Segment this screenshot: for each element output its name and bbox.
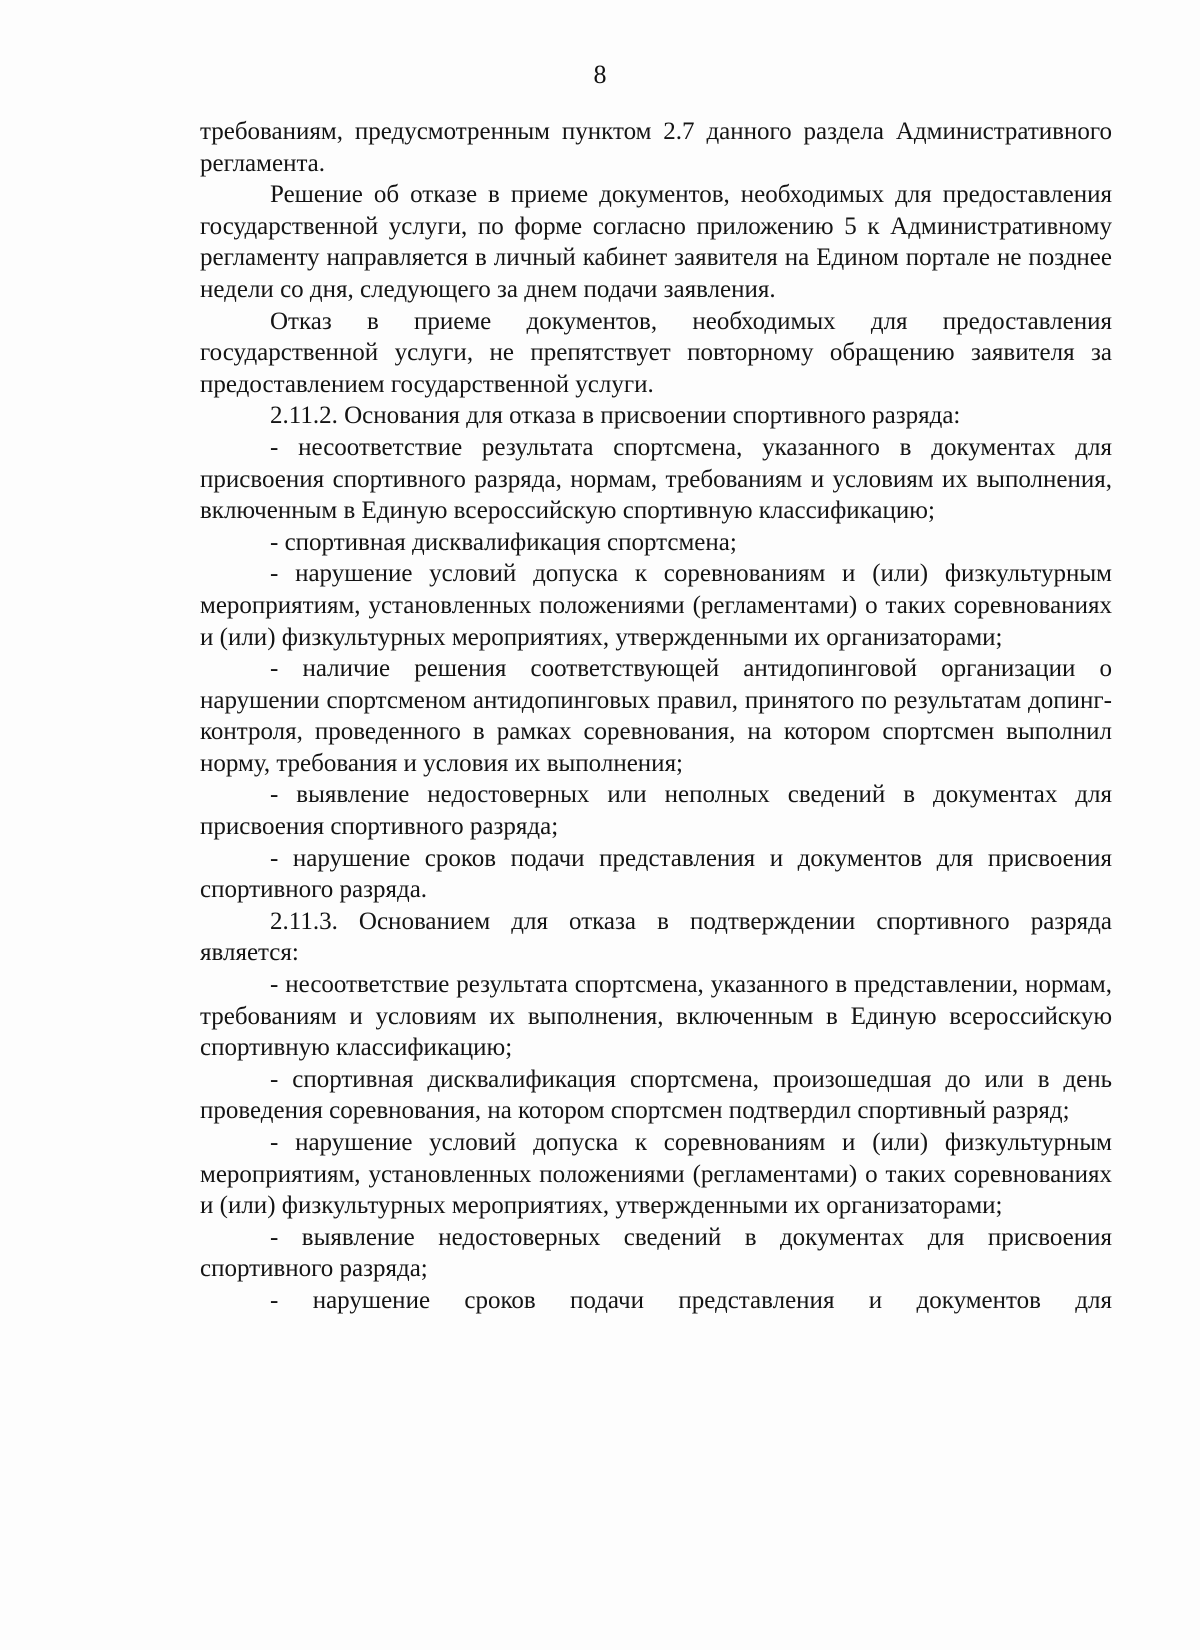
document-body bbox=[200, 116, 1112, 1317]
list-item: - наличие решения соответствующей антидопинговой организации о нарушении спортсменом антидопинговых правил, принятого по результатам допинг-контроля, проведенного в рамках соревнования, на котором спортсмен выполнил норму, требования и условия их выполнения; bbox=[200, 655, 1112, 777]
list-item: - выявление недостоверных или неполных сведений в документах для присвоения спортивного разряда; bbox=[200, 781, 1112, 841]
paragraph-refusal-no-obstacle: Отказ в приеме документов, необходимых для предоставления государственной услуги, не препятствует повторному обращению заявителя за предоставлением государственной услуги. bbox=[200, 307, 1112, 398]
list-item: - несоответствие результата спортсмена, указанного в документах для присвоения спортивного разряда, нормам, требованиям и условиям их выполнения, включенным в Единую всероссийскую спортивную классификацию; bbox=[200, 433, 1112, 525]
list-item: - нарушение условий допуска к соревнованиям и (или) физкультурным мероприятиям, установленных положениями (регламентами) о таких соревнованиях и (или) физкультурных мероприятиях, утвержденными их организаторами; bbox=[200, 1129, 1112, 1220]
list-item: - спортивная дисквалификация спортсмена, произошедшая до или в день проведения соревнования, на котором спортсмен подтвердил спортивный разряд; bbox=[200, 1065, 1112, 1125]
clause-2-11-3-heading: 2.11.3. Основанием для отказа в подтверждении спортивного разряда является: bbox=[200, 907, 1112, 967]
paragraph-refusal-decision: Решение об отказе в приеме документов, необходимых для предоставления государственной услуги, по форме согласно приложению 5 к Административному регламенту направляется в личный кабинет заявителя на Едином портале не позднее недели со дня, следующего за днем подачи заявления. bbox=[200, 181, 1112, 303]
list-item: - нарушение сроков подачи представления и документов для присвоения спортивного разряда. bbox=[200, 844, 1112, 904]
list-item: - нарушение условий допуска к соревнованиям и (или) физкультурным мероприятиям, установленных положениями (регламентами) о таких соревнованиях и (или) физкультурных мероприятиях, утвержденными их организаторами; bbox=[200, 560, 1112, 651]
list-item: - несоответствие результата спортсмена, указанного в представлении, нормам, требованиям и условиям их выполнения, включенным в Единую всероссийскую спортивную классификацию; bbox=[200, 971, 1112, 1062]
clause-2-11-2-heading: 2.11.2. Основания для отказа в присвоении спортивного разряда: bbox=[270, 402, 961, 430]
page-number: 8 bbox=[593, 60, 607, 89]
paragraph-continuation: требованиям, предусмотренным пунктом 2.7 данного раздела Административного регламента. bbox=[200, 118, 1112, 177]
list-item: - спортивная дисквалификация спортсмена; bbox=[270, 528, 737, 556]
list-item-truncated: - нарушение сроков подачи представления и документов для bbox=[270, 1286, 1112, 1314]
list-item: - выявление недостоверных сведений в документах для присвоения спортивного разряда; bbox=[200, 1223, 1112, 1283]
